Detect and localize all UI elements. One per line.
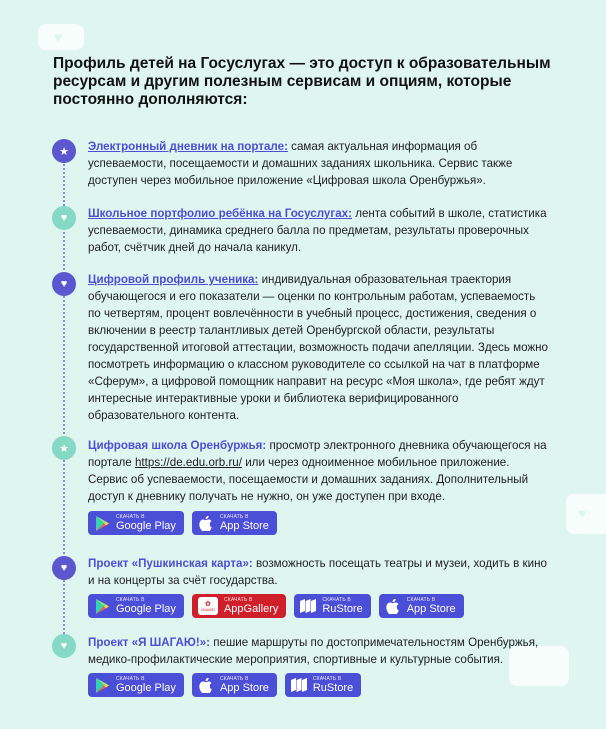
- lead-title-ya-shagayu: Проект «Я ШАГАЮ!»:: [88, 636, 211, 649]
- timeline-bullet-heart: [52, 556, 76, 580]
- heart-icon: ♥: [60, 278, 68, 290]
- heart-icon: ♥: [60, 212, 68, 224]
- list-item: Проект «Я ШАГАЮ!»: пешие маршруты по достопримечательностям Оренбуржья, медико-профилактические мероприятия, спортивные и культурные события.: [88, 636, 539, 666]
- list-item: Школьное портфолио ребёнка на Госуслугах: лента событий в школе, статистика успеваемости, динамика среднего балла по предметам, результаты проверочных работ, счётчик дней до начала каникул.: [88, 207, 547, 254]
- diary-url-link[interactable]: https://de.edu.orb.ru/: [134, 456, 242, 469]
- timeline-bullet-star: [52, 436, 76, 460]
- google-play-button[interactable]: СКАЧАТЬ В Google Play: [88, 594, 184, 618]
- timeline-bullet-heart: [52, 272, 76, 296]
- huawei-icon: ✿ HUAWEI: [198, 597, 218, 615]
- decor-shape-top-left: [38, 24, 84, 50]
- google-play-icon: [94, 515, 110, 531]
- lead-link-digital-profile[interactable]: Цифровой профиль ученика:: [88, 273, 259, 286]
- google-play-icon: [94, 677, 110, 693]
- app-store-button[interactable]: СКАЧАТЬ В App Store: [192, 511, 277, 535]
- google-play-icon: [94, 598, 110, 614]
- lead-title-pushkin-card: Проект «Пушкинская карта»:: [88, 557, 253, 570]
- timeline-bullet-heart: [52, 634, 76, 658]
- rustore-button[interactable]: СКАЧАТЬ В RuStore: [285, 673, 361, 697]
- rustore-icon: [291, 677, 307, 693]
- store-badges-ya-shagayu: [88, 673, 361, 697]
- apple-icon: [198, 515, 214, 531]
- list-item: Цифровой профиль ученика: индивидуальная образовательная траектория обучающегося и его показатели — оценки по контрольным работам, успеваемость по четвертям, процент вовлечённости в учебный процесс, достижения, сведения о включении в реестр талантливых детей Оренбургской области, результаты государственной итоговой аттестации, возможность подачи апелляции. Здесь можно посмотреть информацию о классном руководителе со ссылкой на чат в платформе «Сферум», а цифровой помощник направит на ресурс «Моя школа», где ребят ждут интересные интерактивные уроки и библиотека верифицированного образовательного контента.: [88, 273, 549, 422]
- app-store-button[interactable]: СКАЧАТЬ В App Store: [379, 594, 464, 618]
- heart-icon: ♥: [578, 505, 587, 521]
- page-title: Профиль детей на Госуслугах — это доступ к образовательным ресурсам и другим полезным сервисам и опциям, которые постоянно дополняются:: [53, 55, 551, 108]
- google-play-button[interactable]: СКАЧАТЬ В Google Play: [88, 673, 184, 697]
- list-item: Электронный дневник на портале: самая актуальная информация об успеваемости, посещаемости и домашних заданиях школьника. Сервис также доступен через мобильное приложение «Цифровая школа Оренбуржья».: [88, 140, 513, 187]
- rustore-icon: [300, 598, 316, 614]
- apple-icon: [198, 677, 214, 693]
- rustore-button[interactable]: СКАЧАТЬ В RuStore: [294, 594, 370, 618]
- lead-link-portfolio[interactable]: Школьное портфолио ребёнка на Госуслугах:: [88, 207, 352, 220]
- store-badges-pushkin-card: [88, 594, 464, 618]
- app-store-button[interactable]: СКАЧАТЬ В App Store: [192, 673, 277, 697]
- list-item: Проект «Пушкинская карта»: возможность посещать театры и музеи, ходить в кино и на концерты за счёт государства.: [88, 557, 547, 587]
- heart-icon: ♥: [54, 29, 63, 45]
- app-gallery-button[interactable]: ✿ HUAWEI СКАЧАТЬ В AppGallery: [192, 594, 286, 618]
- timeline-bullet-heart: [52, 206, 76, 230]
- lead-link-electronic-diary[interactable]: Электронный дневник на портале:: [88, 140, 288, 153]
- heart-icon: ♥: [60, 640, 68, 652]
- google-play-button[interactable]: СКАЧАТЬ В Google Play: [88, 511, 184, 535]
- lead-title-digital-school: Цифровая школа Оренбуржья:: [88, 439, 267, 452]
- list-item: Цифровая школа Оренбуржья: просмотр электронного дневника обучающегося на портале https://de.edu.orb.ru/ или через одноименное мобильное приложение. Сервис об успеваемости, посещаемости и домашних заданиях. Дополнительный доступ к дневнику получать не нужно, он уже доступен при входе.: [88, 439, 547, 503]
- star-icon: ★: [59, 442, 69, 455]
- star-icon: ★: [59, 145, 69, 158]
- store-badges-digital-school: [88, 511, 277, 535]
- decor-shape-right: [566, 494, 606, 534]
- timeline-bullet-star: [52, 139, 76, 163]
- heart-icon: ♥: [60, 562, 68, 574]
- apple-icon: [385, 598, 401, 614]
